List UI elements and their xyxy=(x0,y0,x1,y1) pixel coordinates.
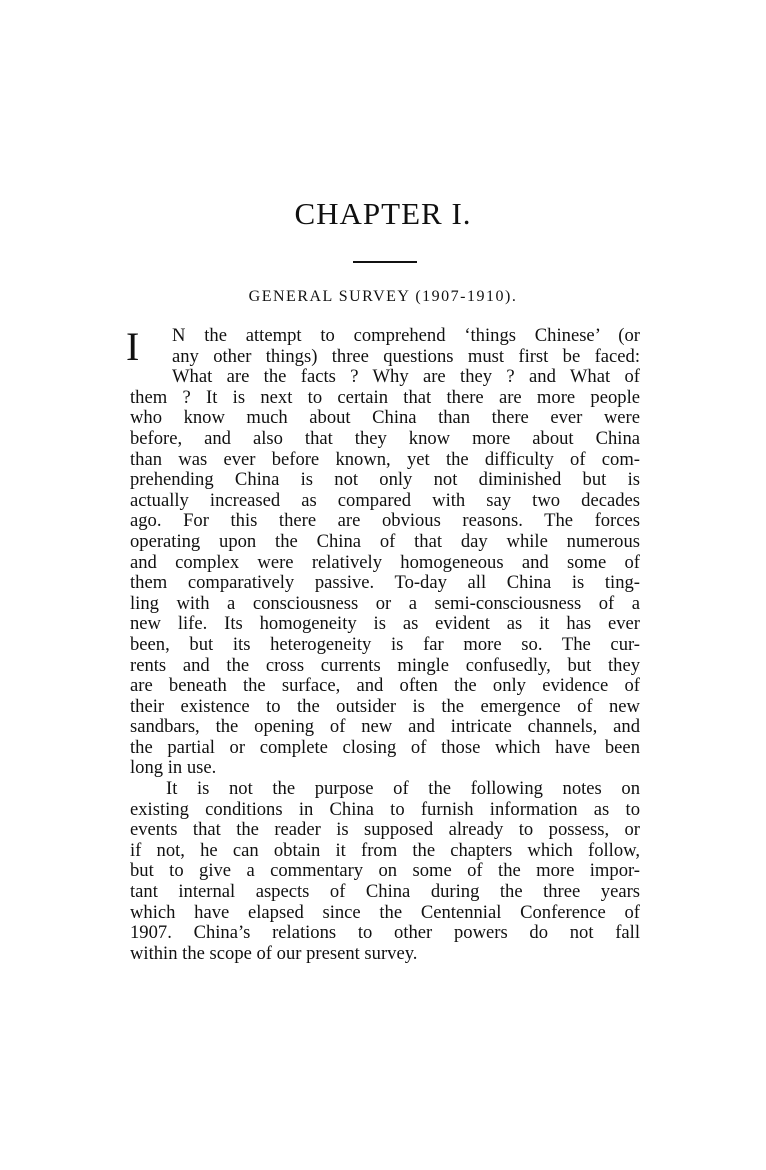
text-line: sandbars, the opening of new and intricate channels, and xyxy=(130,716,640,738)
title-rule-divider xyxy=(353,261,417,263)
text-line: but to give a commentary on some of the more impor- xyxy=(130,860,640,882)
text-line: N the attempt to comprehend ‘things Chinese’ (or xyxy=(172,325,640,346)
text-line: any other things) three questions must first be faced: xyxy=(172,345,640,367)
text-line: been, but its heterogeneity is far more so. The cur- xyxy=(130,633,640,655)
text-line: 1907. China’s relations to other powers do not fall xyxy=(130,922,640,944)
text-line: them ? It is next to certain that there are more people xyxy=(130,386,640,408)
text-line: if not, he can obtain it from the chapters which follow, xyxy=(130,839,640,861)
text-line: ago. For this there are obvious reasons. The forces xyxy=(130,510,640,532)
paragraph-2 xyxy=(130,779,640,964)
text-line: long in use. xyxy=(130,757,217,779)
text-line: ling with a consciousness or a semi-consciousness of a xyxy=(130,592,640,614)
text-line: prehending China is not only not diminished but is xyxy=(130,469,640,491)
drop-cap: I xyxy=(126,324,140,369)
text-line: actually increased as compared with say two decades xyxy=(130,489,640,511)
text-line: and complex were relatively homogeneous and some of xyxy=(130,551,640,573)
text-line: What are the facts ? Why are they ? and What of xyxy=(172,366,640,388)
text-line: rents and the cross currents mingle confusedly, but they xyxy=(130,654,640,676)
text-line: events that the reader is supposed already to possess, or xyxy=(130,819,640,841)
paragraph-1 xyxy=(130,326,640,779)
text-line: are beneath the surface, and often the only evidence of xyxy=(130,675,640,697)
text-line: within the scope of our present survey. xyxy=(130,942,418,964)
chapter-title: CHAPTER I. xyxy=(294,196,472,231)
text-line: existing conditions in China to furnish information as to xyxy=(130,798,640,820)
body-text xyxy=(126,324,640,964)
section-heading: GENERAL SURVEY (1907-1910). xyxy=(248,288,518,305)
text-line: tant internal aspects of China during the three years xyxy=(130,881,640,903)
text-line: before, and also that they know more about China xyxy=(130,427,640,449)
text-line: than was ever before known, yet the difficulty of com- xyxy=(130,448,640,470)
text-line: them comparatively passive. To-day all China is ting- xyxy=(130,572,640,594)
text-line: the partial or complete closing of those which have been xyxy=(130,736,640,758)
text-line: their existence to the outsider is the emergence of new xyxy=(130,695,640,717)
text-line: It is not the purpose of the following notes on xyxy=(166,778,640,800)
text-line: operating upon the China of that day while numerous xyxy=(130,530,640,552)
text-line: who know much about China than there ever were xyxy=(130,407,640,429)
text-line: new life. Its homogeneity is as evident as it has ever xyxy=(130,613,640,635)
text-line: which have elapsed since the Centennial Conference of xyxy=(130,901,640,923)
